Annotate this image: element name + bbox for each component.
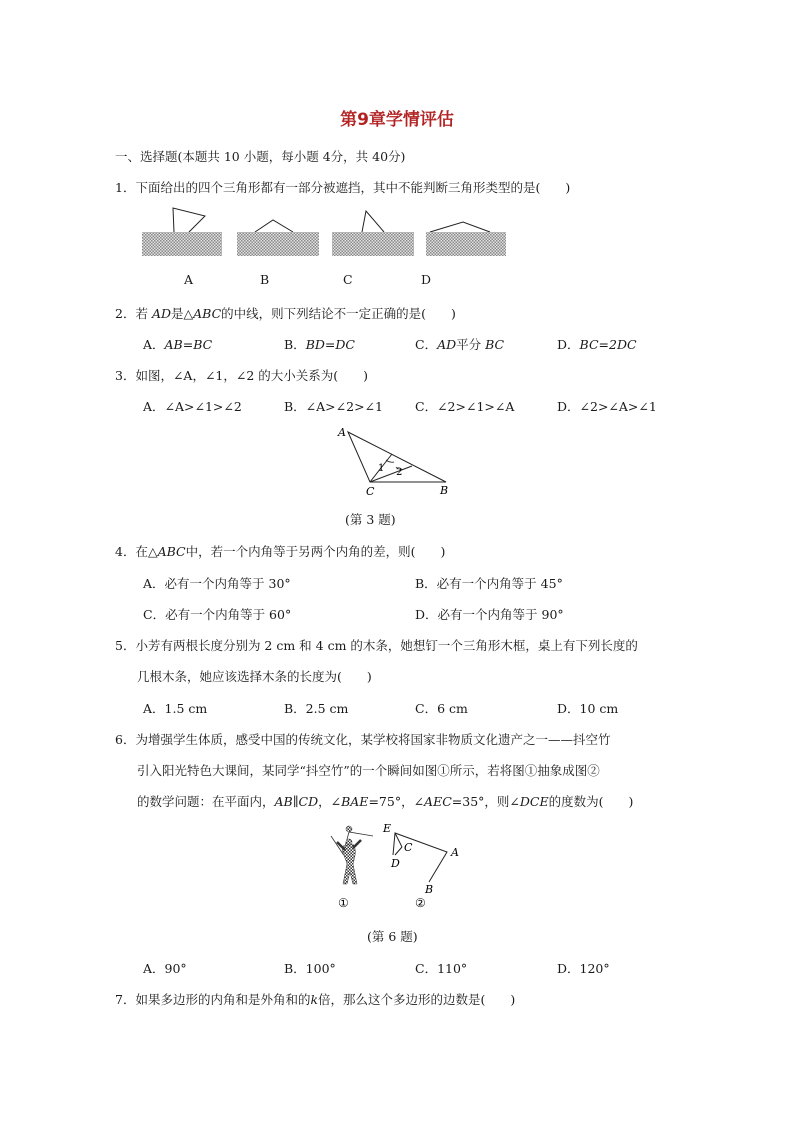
question-4-stem: 4．在△ABC中，若一个内角等于另两个内角的差，则( ) bbox=[115, 544, 446, 559]
question-7-stem: 7．如果多边形的内角和是外角和的k倍，那么这个多边形的边数是( ) bbox=[115, 992, 516, 1007]
point-c-label: C bbox=[404, 841, 413, 854]
occluder-a bbox=[142, 232, 222, 256]
figure-b bbox=[237, 220, 319, 256]
question-2-option-c[interactable]: C．AD平分 BC bbox=[415, 337, 505, 352]
question-3-option-b[interactable]: B．∠A>∠2>∠1 bbox=[284, 399, 383, 414]
diabolo-player-figure bbox=[331, 826, 373, 884]
figure-label-c: C bbox=[343, 272, 353, 287]
figure-label-b: B bbox=[260, 272, 270, 287]
question-4-option-a[interactable]: A．必有一个内角等于 30° bbox=[143, 576, 291, 591]
figure-label-d: D bbox=[421, 272, 432, 287]
question-5-option-c[interactable]: C．6 cm bbox=[415, 701, 468, 716]
point-d-label: D bbox=[391, 857, 400, 870]
question-5-line-1: 5．小芳有两根长度分别为 2 cm 和 4 cm 的木条，她想钉一个三角形木框，桌上有下列长度的 bbox=[115, 638, 638, 653]
geometry-figure bbox=[393, 833, 447, 882]
angle-2-label: 2 bbox=[396, 467, 403, 478]
question-3-stem: 3．如图，∠A，∠1，∠2 的大小关系为( ) bbox=[115, 368, 369, 383]
question-4-option-b[interactable]: B．必有一个内角等于 45° bbox=[415, 576, 563, 591]
point-b-label: B bbox=[440, 484, 449, 497]
occluder-c bbox=[332, 232, 414, 256]
question-3-caption: (第 3 题) bbox=[345, 512, 396, 527]
question-2-stem: 2．若 AD是△ABC的中线，则下列结论不一定正确的是( ) bbox=[115, 306, 456, 321]
question-5-line-2: 几根木条，她应该选择木条的长度为( ) bbox=[137, 669, 372, 684]
question-5-option-a[interactable]: A．1.5 cm bbox=[143, 701, 208, 716]
figure-d bbox=[426, 222, 506, 256]
question-2-option-a[interactable]: A．AB=BC bbox=[143, 337, 213, 352]
question-1-stem: 1．下面给出的四个三角形都有一部分被遮挡，其中不能判断三角形类型的是( ) bbox=[115, 180, 571, 195]
occluder-b bbox=[237, 232, 319, 256]
question-2-option-b[interactable]: B．BD=DC bbox=[284, 337, 355, 352]
point-b-label: B bbox=[425, 883, 434, 896]
question-3-option-d[interactable]: D．∠2>∠A>∠1 bbox=[557, 399, 657, 414]
question-4-option-c[interactable]: C．必有一个内角等于 60° bbox=[143, 607, 292, 622]
question-6-figures bbox=[325, 818, 470, 913]
question-3-option-a[interactable]: A．∠A>∠1>∠2 bbox=[143, 399, 242, 414]
question-5-option-d[interactable]: D．10 cm bbox=[557, 701, 619, 716]
question-6-option-a[interactable]: A．90° bbox=[143, 961, 187, 976]
point-c-label: C bbox=[366, 485, 375, 498]
question-1-figures bbox=[130, 198, 530, 264]
figure-a bbox=[142, 208, 222, 256]
point-a-label: A bbox=[338, 426, 346, 439]
question-3-figure bbox=[330, 422, 460, 498]
figure-c bbox=[332, 211, 414, 256]
point-e-label: E bbox=[383, 822, 392, 835]
question-6-option-d[interactable]: D．120° bbox=[557, 961, 610, 976]
question-2-option-d[interactable]: D．BC=2DC bbox=[557, 337, 637, 352]
occluder-d bbox=[426, 232, 506, 256]
figure-2-label: ② bbox=[415, 896, 426, 910]
section-heading: 一、选择题(本题共 10 小题，每小题 4分，共 40分) bbox=[115, 149, 406, 164]
figure-label-a: A bbox=[184, 272, 194, 287]
question-6-caption: (第 6 题) bbox=[367, 929, 418, 944]
question-6-option-c[interactable]: C．110° bbox=[415, 961, 468, 976]
angle-1-label: 1 bbox=[378, 463, 385, 474]
figure-1-label: ① bbox=[338, 896, 349, 910]
point-a-label: A bbox=[451, 846, 459, 859]
question-3-option-c[interactable]: C．∠2>∠1>∠A bbox=[415, 399, 515, 414]
question-6-line-1: 6．为增强学生体质，感受中国的传统文化，某学校将国家非物质文化遗产之一——抖空竹 bbox=[115, 732, 611, 747]
question-5-option-b[interactable]: B．2.5 cm bbox=[284, 701, 349, 716]
question-6-line-3: 的数学问题：在平面内，AB∥CD，∠BAE=75°，∠AEC=35°，则∠DCE的度数为( ) bbox=[137, 794, 634, 809]
question-4-option-d[interactable]: D．必有一个内角等于 90° bbox=[415, 607, 564, 622]
question-6-line-2: 引入阳光特色大课间，某同学“抖空竹”的一个瞬间如图①所示，若将图①抽象成图② bbox=[137, 763, 600, 778]
question-6-option-b[interactable]: B．100° bbox=[284, 961, 336, 976]
page-title: 第9章学情评估 bbox=[340, 110, 454, 130]
